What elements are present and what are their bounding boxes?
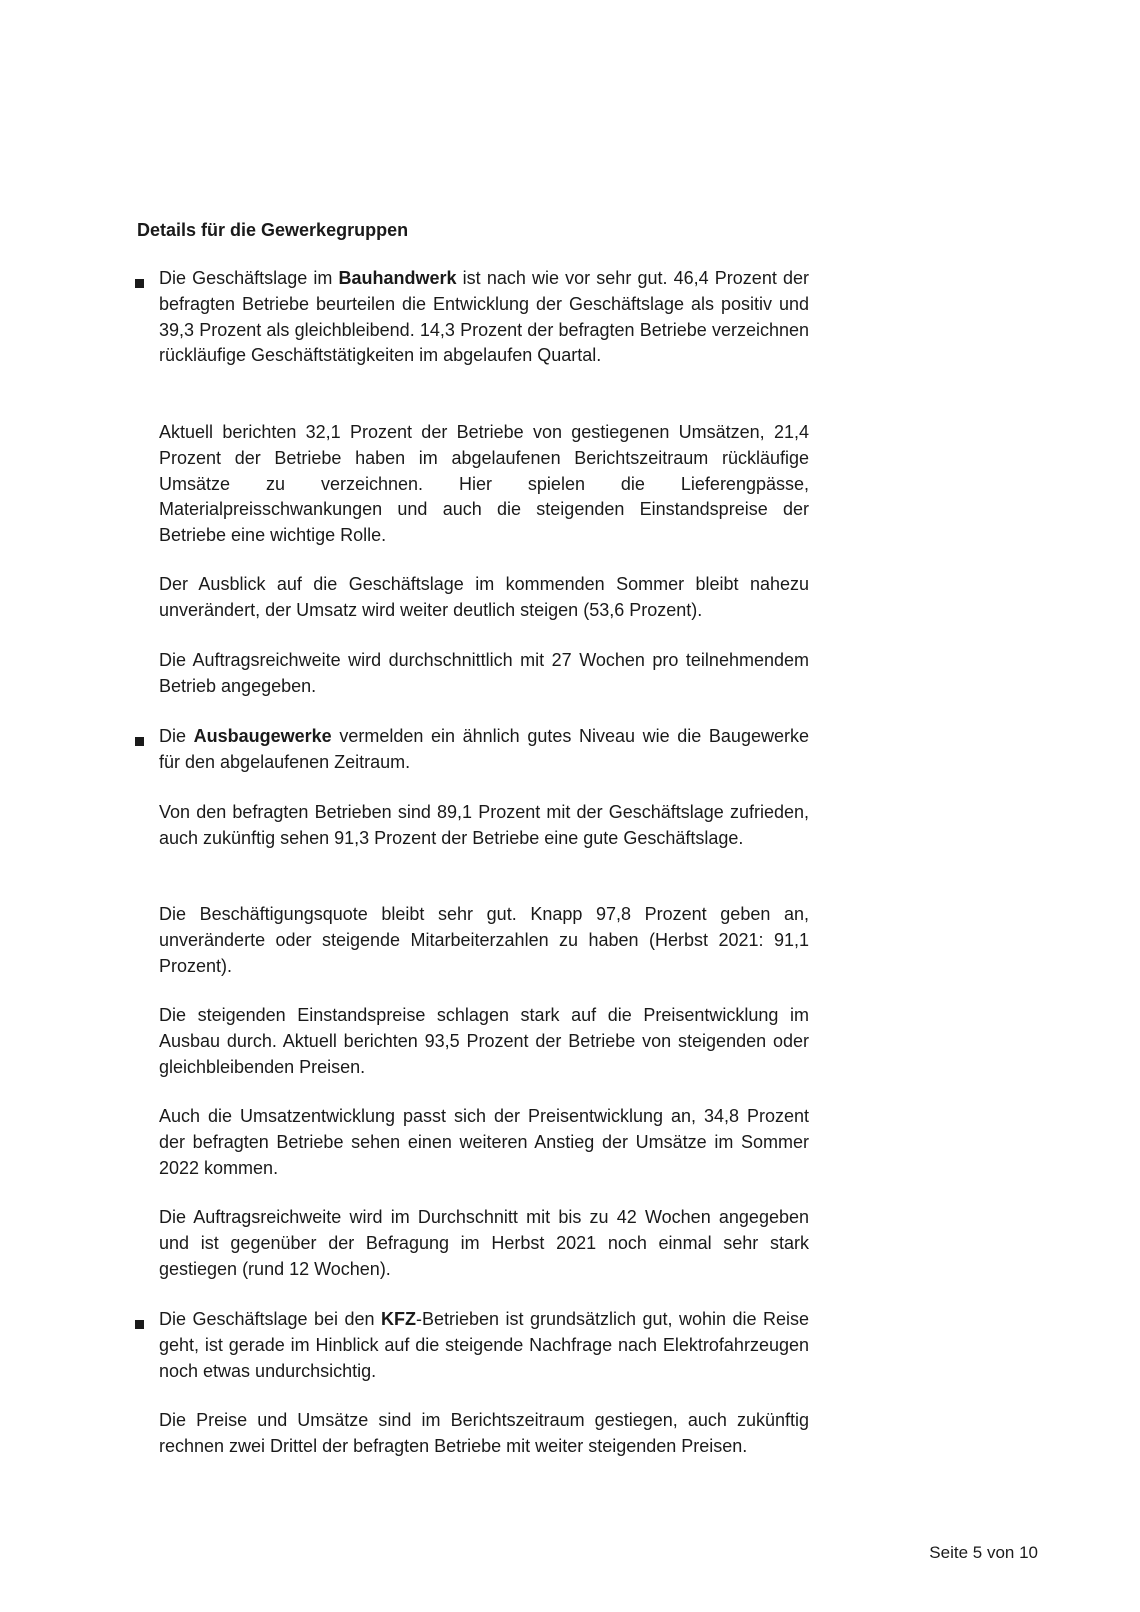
paragraph-ausbaugewerke-preise: Die steigenden Einstandspreise schlagen stark auf die Preisentwicklung im Ausbau durch. Aktuell berichten 93,5 Prozent der Betriebe von steigenden oder gleichbleibenden Preisen. xyxy=(159,1005,809,1077)
bullet-icon xyxy=(135,737,144,746)
kfz-term: KFZ xyxy=(381,1309,416,1329)
paragraph-bauhandwerk-intro: Die Geschäftslage im Bauhandwerk ist nach wie vor sehr gut. 46,4 Prozent der befragten Betriebe beurteilen die Entwicklung der Geschäftslage als positiv und 39,3 Prozent als gleichbleibend. 14,3 Prozent der befragten Betriebe verzeichnen rückläufige Geschäftstätigkeiten im abgelaufen Quartal. xyxy=(159,268,809,366)
paragraph-ausbaugewerke-intro: Die Ausbaugewerke vermelden ein ähnlich gutes Niveau wie die Baugewerke für den abgelaufenen Zeitraum. xyxy=(159,726,809,772)
page-number: Seite 5 von 10 xyxy=(929,1543,1038,1562)
paragraph-kfz-preise: Die Preise und Umsätze sind im Berichtszeitraum gestiegen, auch zukünftig rechnen zwei Drittel der befragten Betriebe mit weiter steigenden Preisen. xyxy=(159,1410,809,1456)
bauhandwerk-term: Bauhandwerk xyxy=(338,268,457,288)
paragraph-bauhandwerk-ausblick: Der Ausblick auf die Geschäftslage im kommenden Sommer bleibt nahezu unverändert, der Umsatz wird weiter deutlich steigen (53,6 Prozent). xyxy=(159,574,809,620)
paragraph-ausbaugewerke-auftragsreichweite: Die Auftragsreichweite wird im Durchschnitt mit bis zu 42 Wochen angegeben und ist gegenüber der Befragung im Herbst 2021 noch einmal sehr stark gestiegen (rund 12 Wochen). xyxy=(159,1207,809,1279)
paragraph-ausbaugewerke-zufriedenheit: Von den befragten Betrieben sind 89,1 Prozent mit der Geschäftslage zufrieden, auch zukünftig sehen 91,3 Prozent der Betriebe eine gute Geschäftslage. xyxy=(159,802,809,848)
ausbaugewerke-term: Ausbaugewerke xyxy=(193,726,332,746)
section-heading: Details für die Gewerkegruppen xyxy=(137,220,409,240)
paragraph-bauhandwerk-umsatz: Aktuell berichten 32,1 Prozent der Betriebe von gestiegenen Umsätzen, 21,4 Prozent der Betriebe haben im abgelaufenen Berichtszeitraum rückläufige Umsätze zu verzeichnen. Hier spielen die Lieferengpässe, Materialpreisschwankungen und auch die steigenden Einstandspreise der Betriebe eine wichtige Rolle. xyxy=(159,422,809,546)
paragraph-ausbaugewerke-umsatz: Auch die Umsatzentwicklung passt sich der Preisentwicklung an, 34,8 Prozent der befragten Betriebe sehen einen weiteren Anstieg der Umsätze im Sommer 2022 kommen. xyxy=(159,1106,809,1178)
paragraph-ausbaugewerke-beschaeftigung: Die Beschäftigungsquote bleibt sehr gut. Knapp 97,8 Prozent geben an, unveränderte oder steigende Mitarbeiterzahlen zu haben (Herbst 2021: 91,1 Prozent). xyxy=(159,904,809,976)
bullet-icon xyxy=(135,1320,144,1329)
paragraph-kfz-intro: Die Geschäftslage bei den KFZ-Betrieben ist grundsätzlich gut, wohin die Reise geht, ist gerade im Hinblick auf die steigende Nachfrage nach Elektrofahrzeugen noch etwas undurchsichtig. xyxy=(159,1309,809,1381)
paragraph-bauhandwerk-auftragsreichweite: Die Auftragsreichweite wird durchschnittlich mit 27 Wochen pro teilnehmendem Betrieb angegeben. xyxy=(159,650,809,696)
bullet-icon xyxy=(135,279,144,288)
